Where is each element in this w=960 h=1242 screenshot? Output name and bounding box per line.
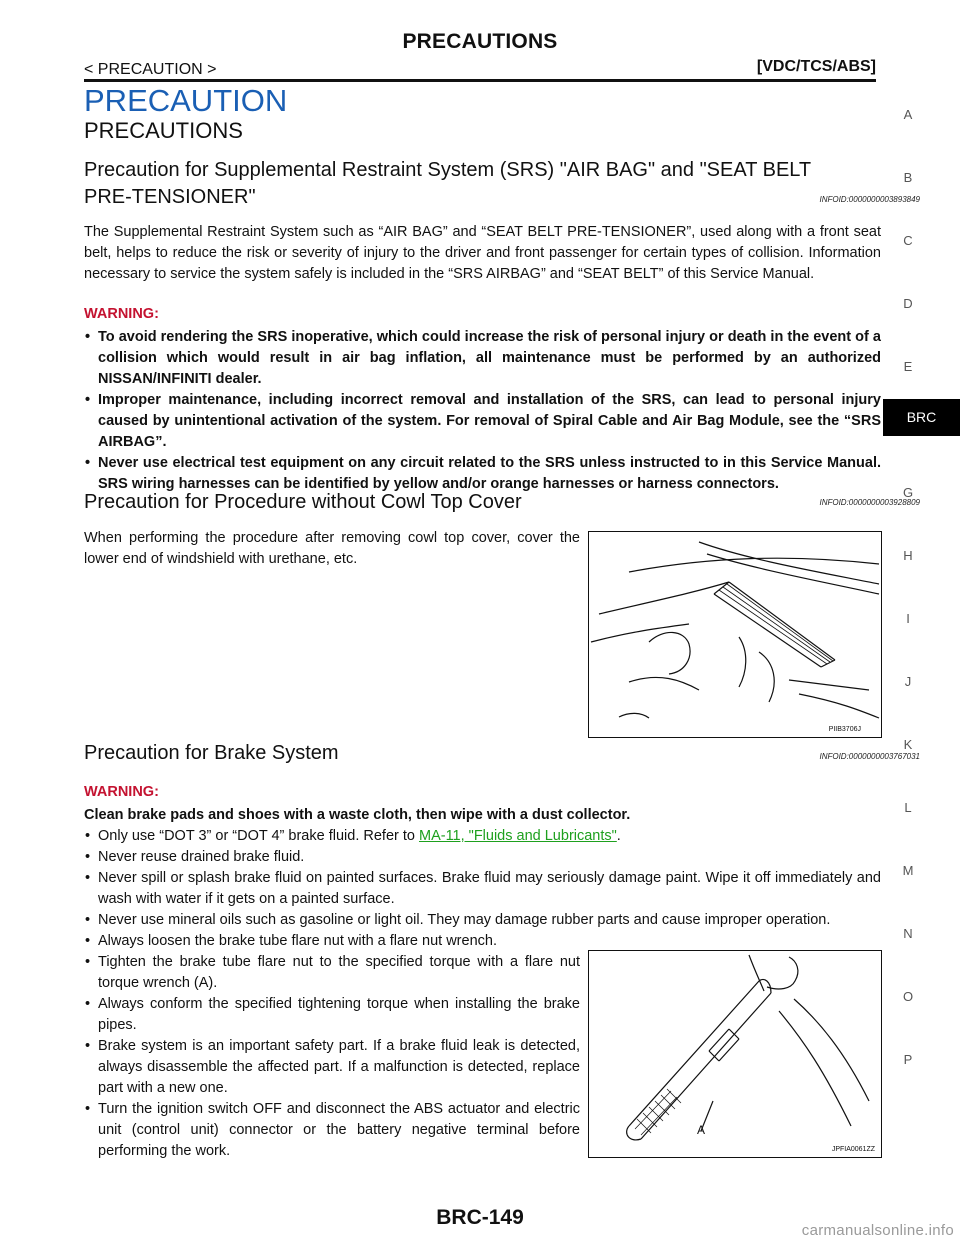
list-item: • Always conform the specified tightening torque when installing the brake pipes. (84, 994, 580, 1036)
header-section-label: < PRECAUTION > (84, 61, 217, 78)
section-heading: PRECAUTIONS (84, 118, 243, 143)
list-item: • Improper maintenance, including incorrect removal and installation of the SRS, can lead to personal injury caused by unintentional activation of the system. For removal of Spiral Cable and Air Bag Module, see the “SRS AIRBAG”. (84, 390, 881, 453)
tab-p[interactable]: P (903, 1052, 913, 1067)
tab-g[interactable]: G (902, 485, 914, 500)
list-item: • To avoid rendering the SRS inoperative, which could increase the risk of personal injury or death in the event of a collision which would result in air bag inflation, all maintenance must be performed by an authorized NISSAN/INFINITI dealer. (84, 327, 881, 390)
list-item: • Tighten the brake tube flare nut to the specified torque with a flare nut torque wrench (A). (84, 952, 580, 994)
list-item: • Turn the ignition switch OFF and disconnect the ABS actuator and electric unit (control unit) connector or the battery negative terminal before performing the work. (84, 1099, 580, 1162)
sec3-infoid: INFOID:0000000003767031 (819, 752, 920, 761)
sec3-list (84, 826, 881, 952)
header-rule (84, 79, 876, 82)
list-item: • Never use electrical test equipment on any circuit related to the SRS unless instructed to in this Service Manual. SRS wiring harnesses can be identified by yellow and/or orange harnesses or harness connectors. (84, 453, 881, 495)
list-item: • Brake system is an important safety part. If a brake fluid leak is detected, always disassemble the affected part. If a malfunction is detected, replace part with a new one. (84, 1036, 580, 1099)
tab-o[interactable]: O (902, 989, 914, 1004)
header-system-label: [VDC/TCS/ABS] (756, 58, 876, 75)
tab-m[interactable]: M (902, 863, 914, 878)
torque-wrench-drawing (589, 951, 881, 1157)
page-number: BRC-149 (436, 1206, 524, 1229)
list-item (84, 826, 881, 847)
tab-n[interactable]: N (903, 926, 913, 941)
windshield-cover-drawing (589, 532, 881, 737)
sec3-warning-label: WARNING: (84, 784, 159, 800)
list-item: • Never reuse drained brake fluid. (84, 847, 881, 868)
tab-e[interactable]: E (903, 359, 913, 374)
tab-i[interactable]: I (906, 611, 910, 626)
figure-label-a: A (697, 1123, 706, 1137)
sec2-body: When performing the procedure after removing cowl top cover, cover the lower end of windshield with urethane, etc. (84, 530, 580, 567)
torque-wrench-illustration (588, 950, 882, 1158)
list-item: • Always loosen the brake tube flare nut with a flare nut wrench. (84, 931, 881, 952)
ma-11-link[interactable]: MA-11, "Fluids and Lubricants" (418, 828, 617, 844)
list-item: • Never use mineral oils such as gasoline or light oil. They may damage rubber parts and cause improper operation. (84, 910, 881, 931)
tab-a[interactable]: A (903, 107, 913, 122)
sec1-title-line1: Precaution for Supplemental Restraint System (SRS) "AIR BAG" and "SEAT BELT (84, 159, 812, 181)
list-item: • Never spill or splash brake fluid on painted surfaces. Brake fluid may seriously damage paint. Wipe it off immediately and wash with water if it gets on a painted surface. (84, 868, 881, 910)
list-item-text: . (616, 828, 621, 844)
sec1-infoid: INFOID:0000000003893849 (819, 195, 920, 204)
sec3-list-narrow (84, 952, 580, 1162)
watermark: carmanualsonline.info (801, 1222, 954, 1239)
tab-d[interactable]: D (903, 296, 913, 311)
tab-h[interactable]: H (903, 548, 913, 563)
sec2-title: Precaution for Procedure without Cowl Top Cover (84, 491, 522, 513)
figure-code: JPFIA0061ZZ (831, 1146, 875, 1153)
chapter-heading: PRECAUTION (84, 83, 288, 118)
tab-brc-active[interactable]: BRC (883, 399, 960, 436)
tab-b[interactable]: B (903, 170, 913, 185)
sec1-title-line2: PRE-TENSIONER" (84, 186, 256, 208)
cowl-top-illustration (588, 531, 882, 738)
tab-c[interactable]: C (903, 233, 913, 248)
tab-k[interactable]: K (903, 737, 913, 752)
sec1-body: The Supplemental Restraint System such as “AIR BAG” and “SEAT BELT PRE-TENSIONER”, used along with a front seat belt, helps to reduce the risk or severity of injury to the driver and front passenger for certain types of collision. Information necessary to service the system safely is included in the “SRS AIRBAG” and “SEAT BELT” of this Service Manual. (84, 224, 881, 282)
tab-j[interactable]: J (904, 674, 912, 689)
page-header-title: PRECAUTIONS (402, 30, 558, 53)
list-item-text: Only use “DOT 3” or “DOT 4” brake fluid. Refer to (98, 828, 419, 844)
sec3-title: Precaution for Brake System (84, 742, 339, 764)
figure-code: PIIB3706J (828, 726, 861, 733)
sec1-warning-list (84, 327, 881, 495)
sec1-warning-label: WARNING: (84, 306, 159, 322)
tab-l[interactable]: L (904, 800, 912, 815)
sec3-warning-text: Clean brake pads and shoes with a waste cloth, then wipe with a dust collector. (84, 807, 631, 823)
sec2-infoid: INFOID:0000000003928809 (819, 498, 920, 507)
